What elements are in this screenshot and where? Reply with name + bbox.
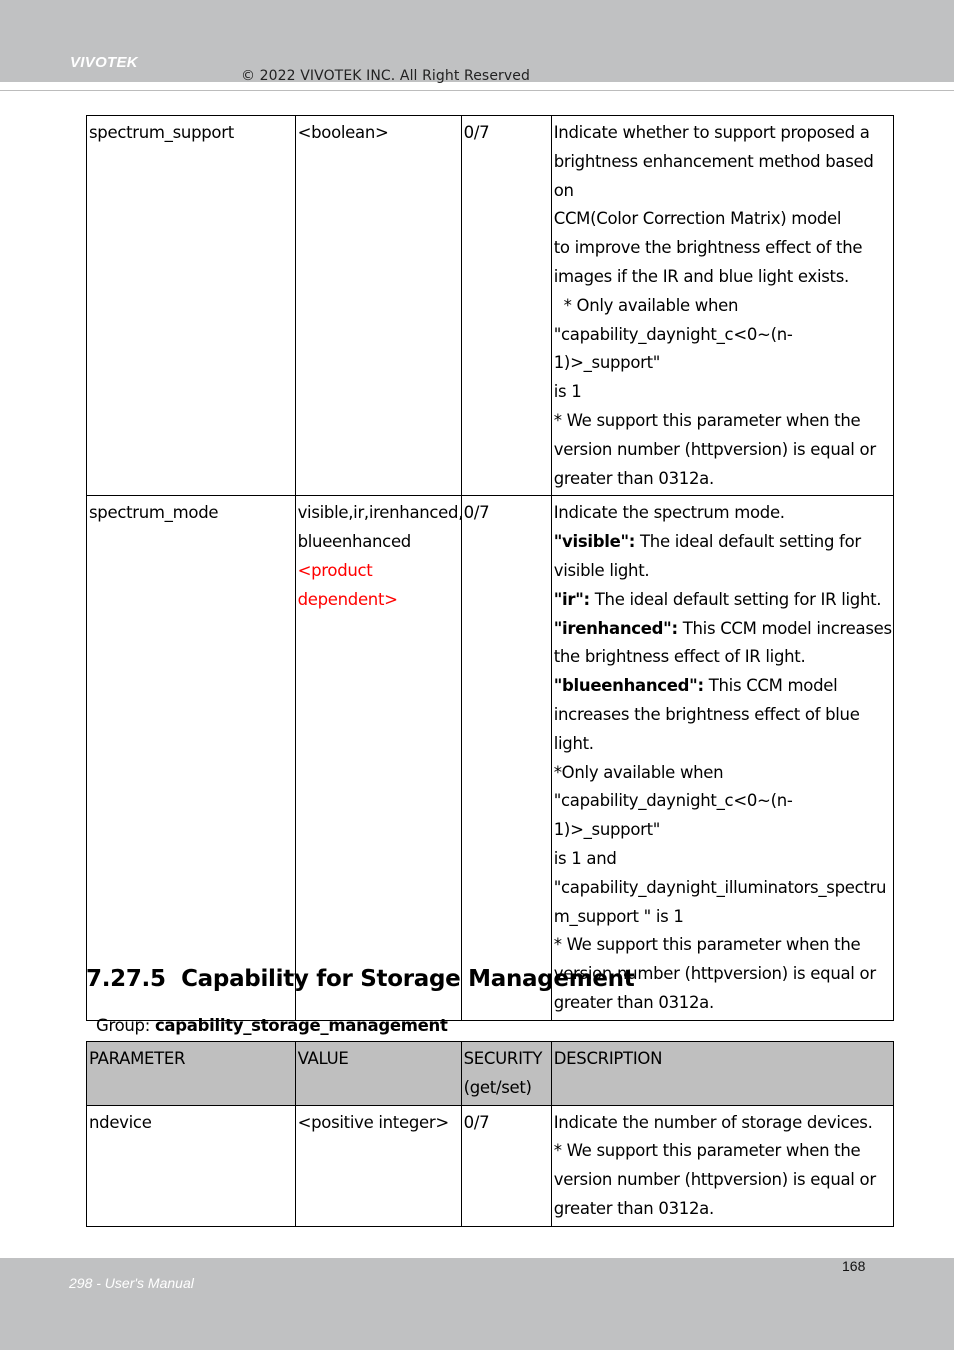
desc-line xyxy=(554,615,892,644)
desc-line: visible light. xyxy=(553,560,650,580)
desc-line: greater than 0312a. xyxy=(553,992,714,1012)
value-cell xyxy=(295,496,464,1020)
table-row xyxy=(87,116,894,496)
value-line: blueenhanced xyxy=(297,532,411,552)
group-prefix: Group: xyxy=(96,1016,155,1035)
table-row xyxy=(87,1105,894,1226)
desc-line: is 1 xyxy=(553,382,582,402)
desc-line: * We support this parameter when the xyxy=(553,410,861,430)
desc-line: "capability_daynight_c<0~(n-1)>_support" xyxy=(553,324,793,373)
desc-line: version number (httpversion) is equal or xyxy=(553,964,876,984)
desc-line xyxy=(554,528,892,557)
desc-line: increases the brightness effect of blue xyxy=(553,704,860,724)
desc-line xyxy=(554,586,892,615)
manual-page-label: 298 - User's Manual xyxy=(69,1275,194,1291)
desc-line: m_support " is 1 xyxy=(553,906,684,926)
desc-line: "capability_daynight_illuminators_spectru xyxy=(553,877,887,897)
brand-logo-text: VIVOTEK xyxy=(70,54,138,71)
group-name: capability_storage_management xyxy=(154,1016,448,1035)
option-text: This CCM model xyxy=(708,676,838,696)
parameter-cell: spectrum_mode xyxy=(87,496,296,1020)
desc-line: * Only available when xyxy=(553,295,739,315)
copyright-notice: © 2022 VIVOTEK INC. All Right Reserved xyxy=(241,68,530,84)
value-line: visible,ir,irenhanced, xyxy=(297,503,464,523)
product-dependent-note: dependent> xyxy=(297,589,398,609)
header-line: SECURITY xyxy=(463,1049,543,1068)
header-line: (get/set) xyxy=(463,1077,532,1097)
desc-line: *Only available when xyxy=(553,762,724,782)
option-key: "visible": xyxy=(553,532,636,552)
option-key: "ir": xyxy=(553,589,590,609)
spectrum-parameter-table xyxy=(86,115,894,1021)
group-label xyxy=(96,1016,448,1035)
value-cell: <positive integer> xyxy=(295,1105,461,1226)
security-cell: 0/7 xyxy=(461,496,551,1020)
security-cell: 0/7 xyxy=(461,116,551,496)
table-header-row xyxy=(87,1042,894,1106)
desc-line: version number (httpversion) is equal or xyxy=(553,439,876,459)
option-text: The ideal default setting for xyxy=(640,532,861,552)
desc-line: Indicate whether to support proposed a xyxy=(553,123,870,142)
option-text: This CCM model increases xyxy=(682,618,892,638)
desc-line: Indicate the spectrum mode. xyxy=(553,503,785,523)
desc-line: CCM(Color Correction Matrix) model xyxy=(553,209,842,229)
desc-line: greater than 0312a. xyxy=(553,468,714,488)
page-number: 168 xyxy=(842,1258,866,1274)
description-cell xyxy=(551,496,893,1020)
page-footer xyxy=(0,1258,954,1350)
parameter-cell: ndevice xyxy=(87,1105,296,1226)
desc-line: version number (httpversion) is equal or xyxy=(553,1170,876,1190)
desc-line: is 1 and xyxy=(553,848,617,868)
column-header: VALUE xyxy=(295,1042,461,1106)
header-divider xyxy=(0,90,954,91)
option-key: "irenhanced": xyxy=(553,618,678,638)
parameter-cell: spectrum_support xyxy=(87,116,296,496)
column-header: DESCRIPTION xyxy=(551,1042,893,1106)
section-heading: 7.27.5 Capability for Storage Management xyxy=(86,966,635,992)
value-cell: <boolean> xyxy=(295,116,461,496)
security-cell: 0/7 xyxy=(461,1105,551,1226)
desc-line: the brightness effect of IR light. xyxy=(553,647,806,667)
column-header: PARAMETER xyxy=(87,1042,296,1106)
desc-line xyxy=(554,672,892,701)
storage-capability-table xyxy=(86,1041,894,1227)
desc-line: "capability_daynight_c<0~(n-1)>_support" xyxy=(553,791,793,840)
product-dependent-note: <product xyxy=(297,560,373,580)
description-cell xyxy=(551,1105,893,1226)
desc-line: to improve the brightness effect of the xyxy=(553,238,863,258)
desc-line: * We support this parameter when the xyxy=(553,935,861,955)
desc-line: * We support this parameter when the xyxy=(553,1141,861,1161)
column-header xyxy=(461,1042,551,1106)
option-key: "blueenhanced": xyxy=(553,676,704,696)
desc-line: Indicate the number of storage devices. xyxy=(553,1112,873,1132)
desc-line: brightness enhancement method based on xyxy=(553,151,874,200)
table-row xyxy=(87,496,894,1020)
desc-line: greater than 0312a. xyxy=(553,1198,714,1218)
desc-line: light. xyxy=(553,733,594,753)
option-text: The ideal default setting for IR light. xyxy=(594,589,882,609)
desc-line: images if the IR and blue light exists. xyxy=(553,266,849,286)
description-cell xyxy=(551,116,893,496)
